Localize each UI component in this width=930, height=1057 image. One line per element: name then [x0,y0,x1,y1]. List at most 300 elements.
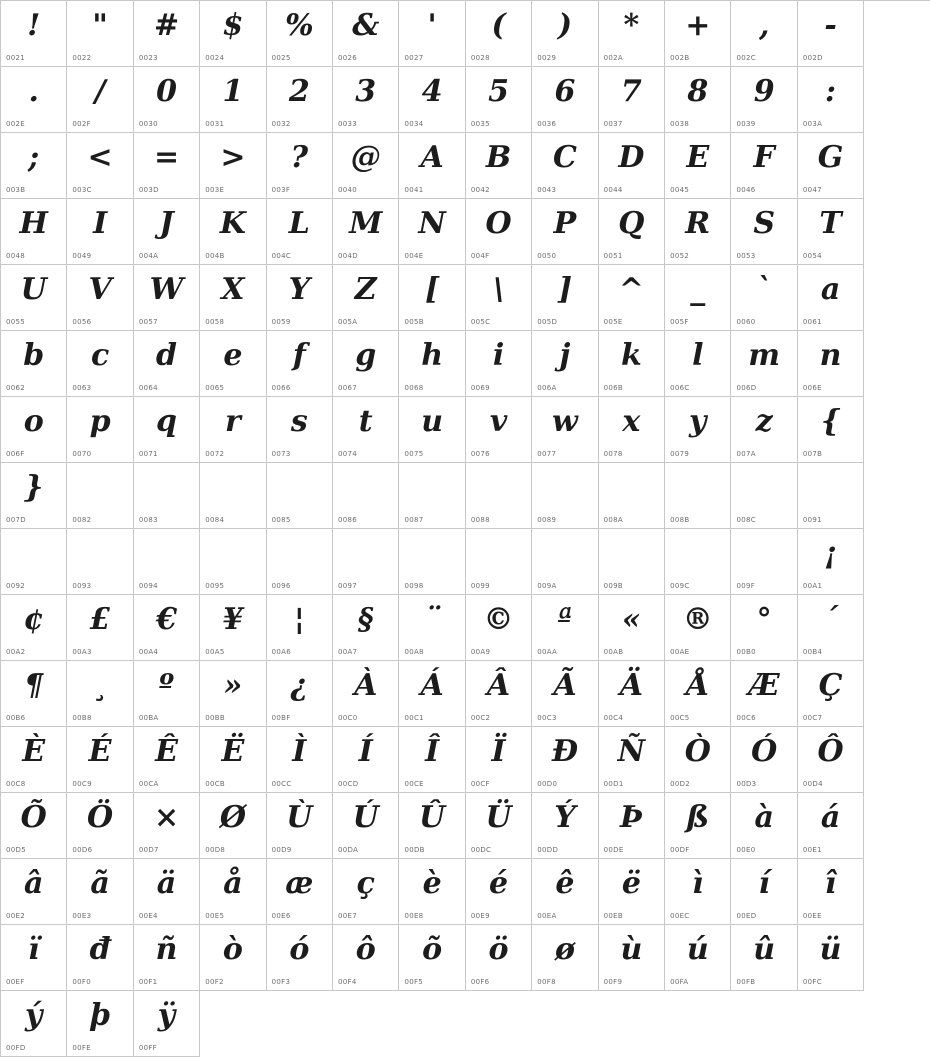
glyph-codepoint: 0098 [404,582,424,590]
glyph-character: đ [89,932,111,967]
glyph-cell[interactable] [466,1,532,67]
glyph-cell[interactable] [333,1,399,67]
glyph-cell[interactable] [665,199,731,265]
glyph-cell[interactable] [599,67,665,133]
glyph-codepoint: 00A5 [205,648,225,656]
glyph-cell[interactable] [399,265,465,331]
glyph-codepoint: 002C [736,54,756,62]
glyph-cell[interactable] [134,265,200,331]
glyph-cell[interactable] [731,67,797,133]
glyph-character: À [354,668,378,703]
glyph-codepoint: 00C1 [404,714,424,722]
glyph-cell[interactable] [67,133,133,199]
glyph-character: ) [557,8,573,43]
glyph-character: o [23,404,44,439]
glyph-cell[interactable] [731,661,797,727]
glyph-cell[interactable] [731,463,797,529]
glyph-cell[interactable] [532,529,598,595]
glyph-cell[interactable] [333,727,399,793]
glyph-cell[interactable] [267,859,333,925]
glyph-character [532,531,597,577]
glyph-cell[interactable] [466,67,532,133]
glyph-cell[interactable] [466,925,532,991]
glyph-cell[interactable] [399,1,465,67]
glyph-cell[interactable] [731,595,797,661]
glyph-character: î [824,866,837,901]
glyph-codepoint: 0069 [470,384,490,392]
glyph-codepoint: 00DA [338,846,359,854]
glyph-character: þ [89,998,111,1033]
glyph-cell[interactable] [731,133,797,199]
glyph-codepoint: 0038 [670,120,690,128]
glyph-character: ì [692,866,704,901]
glyph-character: % [285,8,314,43]
glyph-cell[interactable] [532,595,598,661]
glyph-cell[interactable] [599,397,665,463]
glyph-codepoint: 00BB [205,714,225,722]
glyph-cell[interactable] [466,397,532,463]
glyph-cell[interactable] [731,859,797,925]
glyph-character: Í [358,734,373,769]
glyph-character: ç [356,866,375,901]
glyph-cell[interactable] [67,199,133,265]
glyph-cell[interactable] [267,331,333,397]
glyph-cell[interactable] [731,727,797,793]
glyph-cell[interactable] [466,463,532,529]
glyph-cell[interactable] [532,793,598,859]
glyph-codepoint: 008C [736,516,756,524]
glyph-codepoint: 003D [138,186,159,194]
glyph-cell[interactable] [798,859,864,925]
glyph-character: £ [89,602,111,637]
glyph-character: O [485,206,512,241]
glyph-character [67,531,132,577]
glyph-character: y [689,404,707,439]
glyph-character: Ø [219,800,246,835]
glyph-cell[interactable] [399,595,465,661]
glyph-character: ö [488,932,509,967]
glyph-codepoint: 006D [736,384,757,392]
glyph-cell[interactable] [466,595,532,661]
glyph-cell[interactable] [665,925,731,991]
glyph-cell[interactable] [599,925,665,991]
glyph-codepoint: 00A7 [338,648,358,656]
glyph-cell[interactable] [798,595,864,661]
glyph-character: a [820,272,841,307]
glyph-cell[interactable] [67,793,133,859]
glyph-character: P [553,206,577,241]
glyph-cell[interactable] [665,859,731,925]
glyph-codepoint: 0088 [470,516,490,524]
glyph-cell[interactable] [798,265,864,331]
glyph-character: Y [288,272,311,307]
glyph-character: t [358,404,373,439]
glyph-cell[interactable] [200,133,266,199]
glyph-cell[interactable] [200,199,266,265]
glyph-cell[interactable] [1,331,67,397]
glyph-cell[interactable] [134,925,200,991]
glyph-cell[interactable] [333,331,399,397]
glyph-cell[interactable] [267,397,333,463]
glyph-cell[interactable] [67,397,133,463]
glyph-cell[interactable] [333,793,399,859]
glyph-cell[interactable] [532,67,598,133]
glyph-codepoint: 00C0 [338,714,358,722]
glyph-cell[interactable] [333,199,399,265]
glyph-cell[interactable] [134,859,200,925]
glyph-cell[interactable] [798,529,864,595]
glyph-cell[interactable] [399,727,465,793]
glyph-cell[interactable] [466,529,532,595]
glyph-character: / [94,74,106,109]
glyph-codepoint: 0044 [603,186,623,194]
glyph-cell[interactable] [466,793,532,859]
glyph-codepoint: 0073 [271,450,291,458]
glyph-codepoint: 0036 [537,120,557,128]
glyph-cell[interactable] [731,397,797,463]
glyph-character: ¡ [823,536,838,571]
glyph-cell[interactable] [333,925,399,991]
glyph-cell[interactable] [1,793,67,859]
glyph-cell[interactable] [599,529,665,595]
glyph-cell[interactable] [267,529,333,595]
glyph-cell[interactable] [267,133,333,199]
glyph-character: ò [222,932,243,967]
glyph-codepoint: 002B [670,54,690,62]
glyph-cell[interactable] [798,331,864,397]
glyph-cell[interactable] [1,67,67,133]
glyph-cell[interactable] [267,661,333,727]
glyph-cell[interactable] [267,67,333,133]
glyph-cell[interactable] [333,529,399,595]
glyph-character: € [156,602,177,637]
glyph-cell[interactable] [200,727,266,793]
glyph-cell[interactable] [67,463,133,529]
glyph-cell[interactable] [267,793,333,859]
glyph-cell[interactable] [134,661,200,727]
glyph-character [798,465,863,511]
glyph-character: Á [420,668,444,703]
glyph-codepoint: 0049 [72,252,92,260]
glyph-cell[interactable] [134,133,200,199]
glyph-character: ® [682,602,713,637]
glyph-cell[interactable] [599,1,665,67]
glyph-cell[interactable] [134,727,200,793]
glyph-cell[interactable] [731,1,797,67]
glyph-character: h [421,338,444,373]
glyph-codepoint: 00B6 [6,714,26,722]
glyph-character [665,531,730,577]
glyph-cell[interactable] [731,925,797,991]
glyph-cell[interactable] [466,727,532,793]
glyph-character: V [88,272,112,307]
glyph-cell[interactable] [134,331,200,397]
glyph-codepoint: 0052 [670,252,690,260]
glyph-character: I [93,206,108,241]
glyph-cell[interactable] [1,1,67,67]
glyph-cell[interactable] [333,595,399,661]
glyph-cell[interactable] [599,727,665,793]
glyph-cell[interactable] [1,727,67,793]
glyph-cell[interactable] [200,595,266,661]
glyph-cell[interactable] [399,661,465,727]
glyph-character: { [820,404,841,439]
glyph-cell[interactable] [200,925,266,991]
glyph-cell[interactable] [399,529,465,595]
glyph-cell[interactable] [134,199,200,265]
glyph-cell[interactable] [1,265,67,331]
glyph-character: " [92,8,108,43]
glyph-cell[interactable] [267,727,333,793]
glyph-cell[interactable] [399,67,465,133]
glyph-cell[interactable] [67,265,133,331]
glyph-cell[interactable] [466,199,532,265]
glyph-cell[interactable] [333,661,399,727]
glyph-cell[interactable] [731,529,797,595]
glyph-character: l [692,338,704,373]
glyph-codepoint: 0091 [802,516,822,524]
glyph-codepoint: 0057 [138,318,158,326]
glyph-cell[interactable] [665,793,731,859]
glyph-cell[interactable] [599,463,665,529]
glyph-character: A [420,140,444,175]
glyph-character: Ë [221,734,245,769]
glyph-cell[interactable] [665,133,731,199]
glyph-character: 3 [355,74,377,109]
glyph-cell[interactable] [798,727,864,793]
glyph-cell[interactable] [1,991,67,1057]
glyph-cell[interactable] [267,463,333,529]
glyph-codepoint: 00E0 [736,846,756,854]
glyph-cell[interactable] [200,1,266,67]
glyph-cell[interactable] [665,265,731,331]
glyph-cell[interactable] [532,1,598,67]
glyph-cell[interactable] [1,595,67,661]
glyph-cell[interactable] [532,727,598,793]
glyph-cell[interactable] [67,991,133,1057]
glyph-codepoint: 00E6 [271,912,291,920]
glyph-codepoint: 00EF [6,978,25,986]
glyph-cell[interactable] [267,925,333,991]
glyph-cell[interactable] [665,661,731,727]
glyph-cell[interactable] [599,859,665,925]
glyph-cell[interactable] [67,661,133,727]
glyph-character: b [23,338,45,373]
glyph-cell[interactable] [532,463,598,529]
glyph-character: _ [690,272,706,307]
glyph-codepoint: 00D0 [537,780,558,788]
glyph-cell[interactable] [665,1,731,67]
glyph-cell[interactable] [798,67,864,133]
glyph-cell[interactable] [1,859,67,925]
glyph-cell[interactable] [267,595,333,661]
glyph-cell[interactable] [466,331,532,397]
glyph-cell[interactable] [333,133,399,199]
glyph-cell[interactable] [599,199,665,265]
glyph-character: ã [90,866,110,901]
glyph-cell[interactable] [599,265,665,331]
glyph-cell[interactable] [665,727,731,793]
glyph-codepoint: 006F [6,450,25,458]
glyph-cell[interactable] [532,397,598,463]
glyph-cell[interactable] [731,793,797,859]
glyph-cell[interactable] [399,463,465,529]
glyph-character [267,531,332,577]
glyph-cell[interactable] [67,1,133,67]
glyph-cell[interactable] [399,331,465,397]
glyph-cell[interactable] [798,793,864,859]
glyph-cell[interactable] [1,463,67,529]
glyph-cell[interactable] [134,595,200,661]
glyph-codepoint: 00C7 [802,714,823,722]
glyph-cell[interactable] [333,859,399,925]
glyph-character: F [753,140,775,175]
glyph-cell[interactable] [399,199,465,265]
glyph-cell[interactable] [599,793,665,859]
glyph-cell[interactable] [399,859,465,925]
glyph-cell[interactable] [599,331,665,397]
glyph-cell[interactable] [67,595,133,661]
glyph-cell[interactable] [599,661,665,727]
glyph-character: L [288,206,310,241]
glyph-cell[interactable] [399,133,465,199]
glyph-character: C [553,140,577,175]
glyph-cell[interactable] [798,397,864,463]
glyph-cell[interactable] [134,793,200,859]
glyph-cell[interactable] [599,133,665,199]
glyph-character: u [421,404,444,439]
glyph-character: º [159,668,175,703]
glyph-cell[interactable] [466,859,532,925]
glyph-cell[interactable] [532,331,598,397]
glyph-cell[interactable] [1,661,67,727]
glyph-cell[interactable] [67,859,133,925]
glyph-codepoint: 007A [736,450,756,458]
glyph-cell[interactable] [532,925,598,991]
glyph-cell[interactable] [798,925,864,991]
glyph-character: ? [290,140,309,175]
glyph-cell[interactable] [399,925,465,991]
glyph-cell[interactable] [67,331,133,397]
glyph-cell[interactable] [731,199,797,265]
glyph-cell[interactable] [466,661,532,727]
glyph-cell[interactable] [798,1,864,67]
glyph-codepoint: 00B8 [72,714,92,722]
glyph-cell[interactable] [267,265,333,331]
glyph-codepoint: 00C6 [736,714,756,722]
glyph-cell[interactable] [67,727,133,793]
glyph-codepoint: 00BF [271,714,291,722]
glyph-cell[interactable] [267,199,333,265]
glyph-cell[interactable] [134,1,200,67]
glyph-character [665,465,730,511]
glyph-cell[interactable] [200,397,266,463]
glyph-cell[interactable] [267,1,333,67]
glyph-character: H [19,206,48,241]
glyph-cell[interactable] [532,199,598,265]
glyph-cell[interactable] [67,925,133,991]
glyph-cell[interactable] [134,67,200,133]
glyph-character [67,465,132,511]
glyph-cell[interactable] [399,397,465,463]
glyph-cell[interactable] [599,595,665,661]
glyph-codepoint: 00CC [271,780,292,788]
glyph-cell[interactable] [200,529,266,595]
glyph-cell[interactable] [333,265,399,331]
glyph-cell[interactable] [532,661,598,727]
glyph-cell[interactable] [665,529,731,595]
glyph-cell[interactable] [665,331,731,397]
glyph-character: # [153,8,180,43]
glyph-character: Â [486,668,511,703]
glyph-cell[interactable] [798,133,864,199]
glyph-cell[interactable] [1,529,67,595]
glyph-cell[interactable] [200,265,266,331]
glyph-character: x [622,404,641,439]
glyph-cell[interactable] [200,661,266,727]
glyph-cell[interactable] [731,331,797,397]
glyph-cell[interactable] [466,265,532,331]
glyph-codepoint: 00E7 [338,912,358,920]
glyph-codepoint: 00D6 [72,846,93,854]
glyph-character: = [153,140,180,175]
glyph-cell[interactable] [333,67,399,133]
glyph-cell[interactable] [1,133,67,199]
glyph-cell[interactable] [665,397,731,463]
glyph-cell[interactable] [665,67,731,133]
glyph-codepoint: 0035 [470,120,490,128]
glyph-cell[interactable] [134,397,200,463]
glyph-cell[interactable] [466,133,532,199]
glyph-codepoint: 005D [537,318,558,326]
glyph-cell[interactable] [134,529,200,595]
glyph-cell[interactable] [798,199,864,265]
glyph-character [731,531,796,577]
glyph-character: & [352,8,380,43]
glyph-cell[interactable] [665,595,731,661]
glyph-cell[interactable] [134,991,200,1057]
glyph-cell[interactable] [200,859,266,925]
glyph-character: N [418,206,446,241]
glyph-cell[interactable] [532,133,598,199]
glyph-character [466,531,531,577]
glyph-character: W [149,272,184,307]
glyph-cell[interactable] [200,331,266,397]
glyph-codepoint: 00F4 [338,978,357,986]
glyph-cell[interactable] [1,925,67,991]
glyph-cell[interactable] [665,463,731,529]
glyph-cell[interactable] [200,793,266,859]
glyph-cell[interactable] [200,463,266,529]
glyph-cell[interactable] [200,67,266,133]
glyph-cell[interactable] [67,67,133,133]
glyph-character: É [88,734,112,769]
glyph-cell[interactable] [1,397,67,463]
glyph-codepoint: 0095 [205,582,225,590]
glyph-cell[interactable] [333,397,399,463]
glyph-cell[interactable] [1,199,67,265]
glyph-cell[interactable] [532,265,598,331]
glyph-cell[interactable] [333,463,399,529]
glyph-cell[interactable] [798,463,864,529]
glyph-cell[interactable] [67,529,133,595]
glyph-cell[interactable] [399,793,465,859]
glyph-cell[interactable] [532,859,598,925]
glyph-character: * [623,8,640,43]
glyph-cell[interactable] [731,265,797,331]
glyph-cell[interactable] [798,661,864,727]
glyph-cell[interactable] [134,463,200,529]
